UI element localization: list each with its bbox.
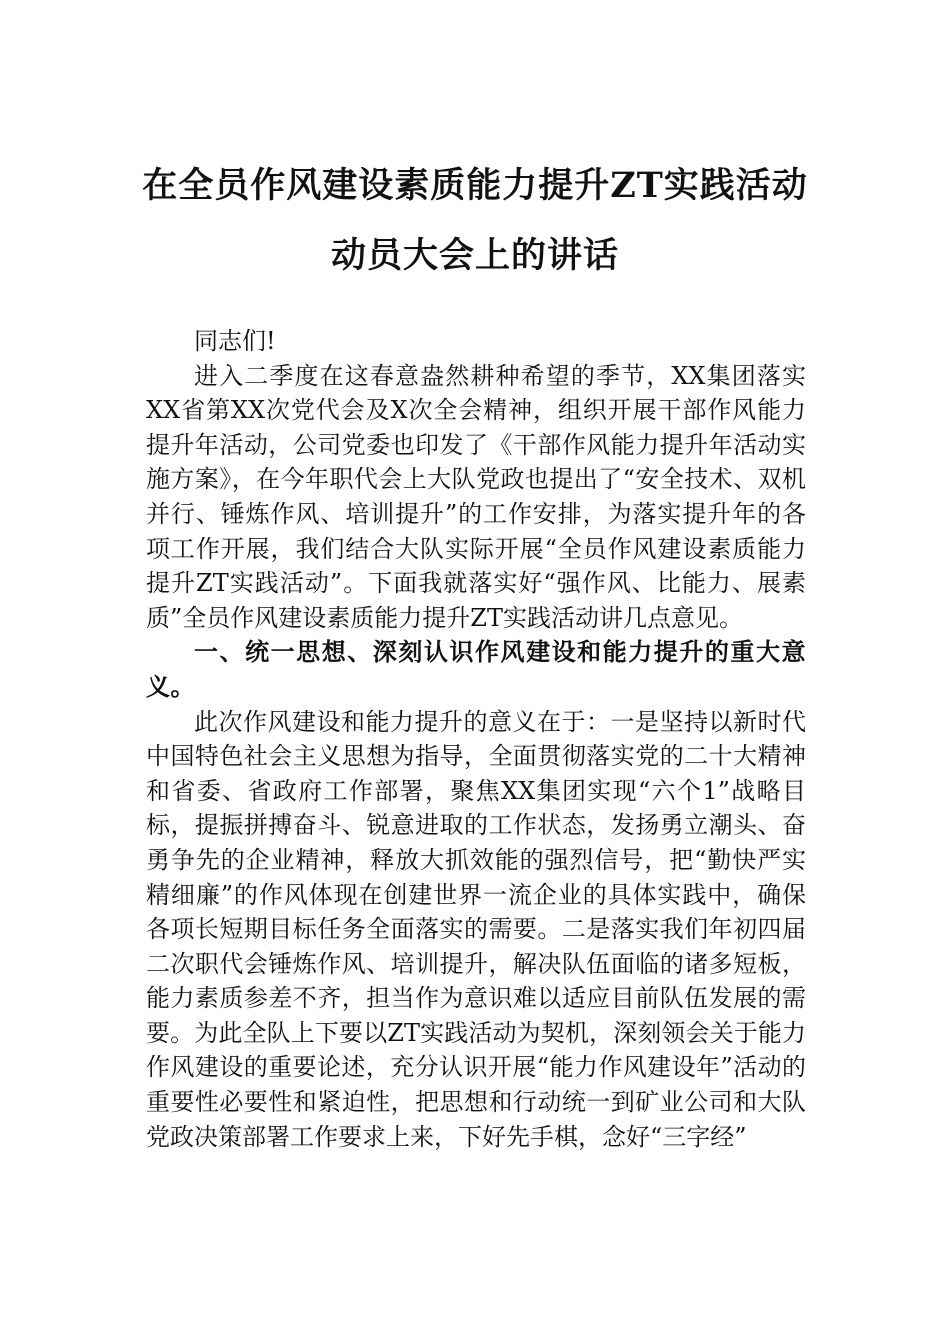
- document-title-line-1: 在全员作风建设素质能力提升ZT实践活动: [142, 165, 808, 206]
- section-heading-1: 一、统一思想、深刻认识作风建设和能力提升的重大意义。: [146, 638, 806, 701]
- greeting: 同志们!: [194, 327, 276, 355]
- document-body: [146, 324, 806, 1154]
- paragraph-intro: 进入二季度在这春意盎然耕种希望的季节，XX集团落实XX省第XX次党代会及X次全会精神，组织开展干部作风能力提升年活动，公司党委也印发了《干部作风能力提升年活动实施方案》，在今年职代会上大队党政也提出了“安全技术、双机并行、锤炼作风、培训提升”的工作安排，为落实提升年的各项工作开展，我们结合大队实际开展“全员作风建设素质能力提升ZT实践活动”。下面我就落实好“强作风、比能力、展素质”全员作风建设素质能力提升ZT实践活动讲几点意见。: [146, 361, 806, 632]
- document-title-line-2: 动员大会上的讲话: [330, 235, 619, 276]
- paragraph-significance: 此次作风建设和能力提升的意义在于：一是坚持以新时代中国特色社会主义思想为指导，全面贯彻落实党的二十大精神和省委、省政府工作部署，聚焦XX集团实现“六个1”战略目标，提振拼搏奋斗、锐意进取的工作状态，发扬勇立潮头、奋勇争先的企业精神，释放大抓效能的强烈信号，把“勤快严实精细廉”的作风体现在创建世界一流企业的具体实践中，确保各项长短期目标任务全面落实的需要。二是落实我们年初四届二次职代会锤炼作风、培训提升，解决队伍面临的诸多短板，能力素质参差不齐，担当作为意识难以适应目前队伍发展的需要。为此全队上下要以ZT实践活动为契机，深刻领会关于能力作风建设的重要论述，充分认识开展“能力作风建设年”活动的重要性必要性和紧迫性，把思想和行动统一到矿业公司和大队党政决策部署工作要求上来，下好先手棋，念好“三字经”: [146, 707, 806, 1151]
